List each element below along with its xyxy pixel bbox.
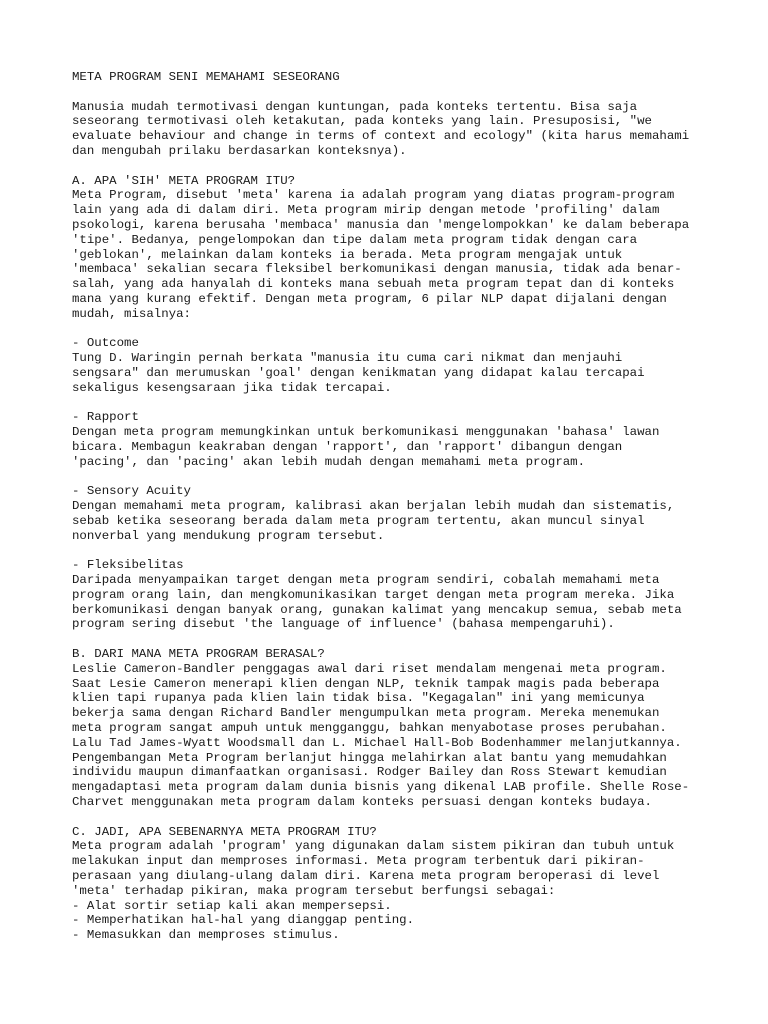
list-item: - Alat sortir setiap kali akan mempersepsi. [72, 898, 392, 913]
text-line: psokologi, karena berusaha 'membaca' manusia dan 'mengelompokkan' ke dalam beberapa [72, 217, 690, 232]
text-line: Meta Program, disebut 'meta' karena ia adalah program yang diatas program-program [72, 188, 675, 203]
pillar-fleksibelitas [72, 558, 702, 632]
list-item: - Memasukkan dan memproses stimulus. [72, 928, 340, 943]
pillar-rapport [72, 410, 702, 469]
text-line: 'tipe'. Bedanya, pengelompokan dan tipe dalam meta program tidak dengan cara [72, 232, 638, 247]
pillar-heading: - Sensory Acuity [72, 484, 191, 499]
section-c [72, 825, 702, 943]
spacer [72, 470, 702, 485]
intro-paragraph [72, 100, 702, 159]
pillar-outcome [72, 336, 702, 395]
text-line: melakukan input dan memproses informasi. Meta program terbentuk dari pikiran- [72, 854, 645, 869]
text-line: Leslie Cameron-Bandler penggagas awal dari riset mendalam mengenai meta program. [72, 661, 667, 676]
text-line: sekaligus kesengsaraan jika tidak tercapai. [72, 380, 392, 395]
text-line: dan mengubah prilaku berdasarkan konteksnya). [72, 143, 407, 158]
pillar-heading: - Rapport [72, 410, 139, 425]
spacer [72, 810, 702, 825]
text-line: 'geblokan', melainkan dalam konteks ia berada. Meta program mengajak untuk [72, 247, 623, 262]
spacer [72, 85, 702, 100]
spacer [72, 544, 702, 559]
text-line: 'meta' terhadap pikiran, maka program tersebut berfungsi sebagai: [72, 883, 556, 898]
text-line: individu maupun dimanfaatkan organisasi. Rodger Bailey dan Ross Stewart kemudian [72, 765, 667, 780]
document-title: META PROGRAM SENI MEMAHAMI SESEORANG [72, 70, 340, 84]
text-line: Pengembangan Meta Program berlanjut hingga melahirkan alat bantu yang memudahkan [72, 750, 667, 765]
text-line: Tung D. Waringin pernah berkata "manusia itu cuma cari nikmat dan menjauhi [72, 351, 623, 366]
text-line: Charvet menggunakan meta program dalam konteks persuasi dengan konteks budaya. [72, 795, 652, 810]
pillar-heading: - Fleksibelitas [72, 558, 184, 573]
text-line: sengsara" dan merumuskan 'goal' dengan kenikmatan yang didapat kalau tercapai [72, 365, 645, 380]
pillar-heading: - Outcome [72, 336, 139, 351]
text-line: seseorang termotivasi oleh ketakutan, pada konteks yang lain. Presuposisi, "we [72, 114, 652, 129]
section-heading: C. JADI, APA SEBENARNYA META PROGRAM ITU? [72, 824, 377, 839]
text-line: Daripada menyampaikan target dengan meta program sendiri, cobalah memahami meta [72, 573, 660, 588]
text-line: 'membaca' sekalian secara fleksibel berkomunikasi dengan manusia, tidak ada benar- [72, 262, 682, 277]
text-line: Dengan meta program memungkinkan untuk berkomunikasi menggunakan 'bahasa' lawan [72, 425, 660, 440]
text-line: mudah, misalnya: [72, 306, 191, 321]
text-line: Manusia mudah termotivasi dengan kuntungan, pada konteks tertentu. Bisa saja [72, 99, 638, 114]
text-line: salah, yang ada hanyalah di konteks mana sebuah meta program tepat dan di konteks [72, 277, 675, 292]
text-line: perasaan yang diulang-ulang dalam diri. Karena meta program beroperasi di level [72, 869, 660, 884]
section-heading: B. DARI MANA META PROGRAM BERASAL? [72, 647, 325, 662]
section-heading: A. APA 'SIH' META PROGRAM ITU? [72, 173, 296, 188]
section-b [72, 647, 702, 810]
text-line: evaluate behaviour and change in terms of context and ecology" (kita harus memahami [72, 129, 690, 144]
text-line: nonverbal yang mendukung program tersebut. [72, 528, 385, 543]
spacer [72, 322, 702, 337]
text-line: Dengan memahami meta program, kalibrasi akan berjalan lebih mudah dan sistematis, [72, 499, 675, 514]
text-line: bicara. Membagun keakraban dengan 'rapport', dan 'rapport' dibangun dengan [72, 439, 623, 454]
text-line: program orang lain, dan mengkomunikasikan target dengan meta program mereka. Jika [72, 587, 675, 602]
pillar-sensory-acuity [72, 484, 702, 543]
text-line: klien tapi rupanya pada klien lain tidak bisa. "Kegagalan" ini yang memicunya [72, 691, 645, 706]
section-a [72, 174, 702, 322]
text-line: Lalu Tad James-Wyatt Woodsmall dan L. Michael Hall-Bob Bodenhammer melanjutkannya. [72, 735, 682, 750]
spacer [72, 396, 702, 411]
spacer [72, 632, 702, 647]
text-line: mengadaptasi meta program dalam dunia bisnis yang dikenal LAB profile. Shelle Rose- [72, 780, 690, 795]
text-line: mana yang kurang efektif. Dengan meta program, 6 pilar NLP dapat dijalani dengan [72, 291, 667, 306]
list-item: - Memperhatikan hal-hal yang dianggap penting. [72, 913, 415, 928]
document-page [72, 70, 702, 943]
text-line: meta program sangat ampuh untuk mengganggu, bahkan menyabotase proses perubahan. [72, 721, 667, 736]
text-line: 'pacing', dan 'pacing' akan lebih mudah dengan memahami meta program. [72, 454, 586, 469]
text-line: berkomunikasi dengan banyak orang, gunakan kalimat yang mencakup semua, sebab meta [72, 602, 682, 617]
text-line: sebab ketika seseorang berada dalam meta program tertentu, akan muncul sinyal [72, 513, 645, 528]
text-line: program sering disebut 'the language of influence' (bahasa mempengaruhi). [72, 617, 615, 632]
text-line: Meta program adalah 'program' yang digunakan dalam sistem pikiran dan tubuh untuk [72, 839, 675, 854]
text-line: Saat Lesie Cameron menerapi klien dengan NLP, teknik tampak magis pada beberapa [72, 676, 660, 691]
text-line: bekerja sama dengan Richard Bandler mengumpulkan meta program. Mereka menemukan [72, 706, 660, 721]
text-line: lain yang ada di dalam diri. Meta program mirip dengan metode 'profiling' dalam [72, 203, 660, 218]
spacer [72, 159, 702, 174]
